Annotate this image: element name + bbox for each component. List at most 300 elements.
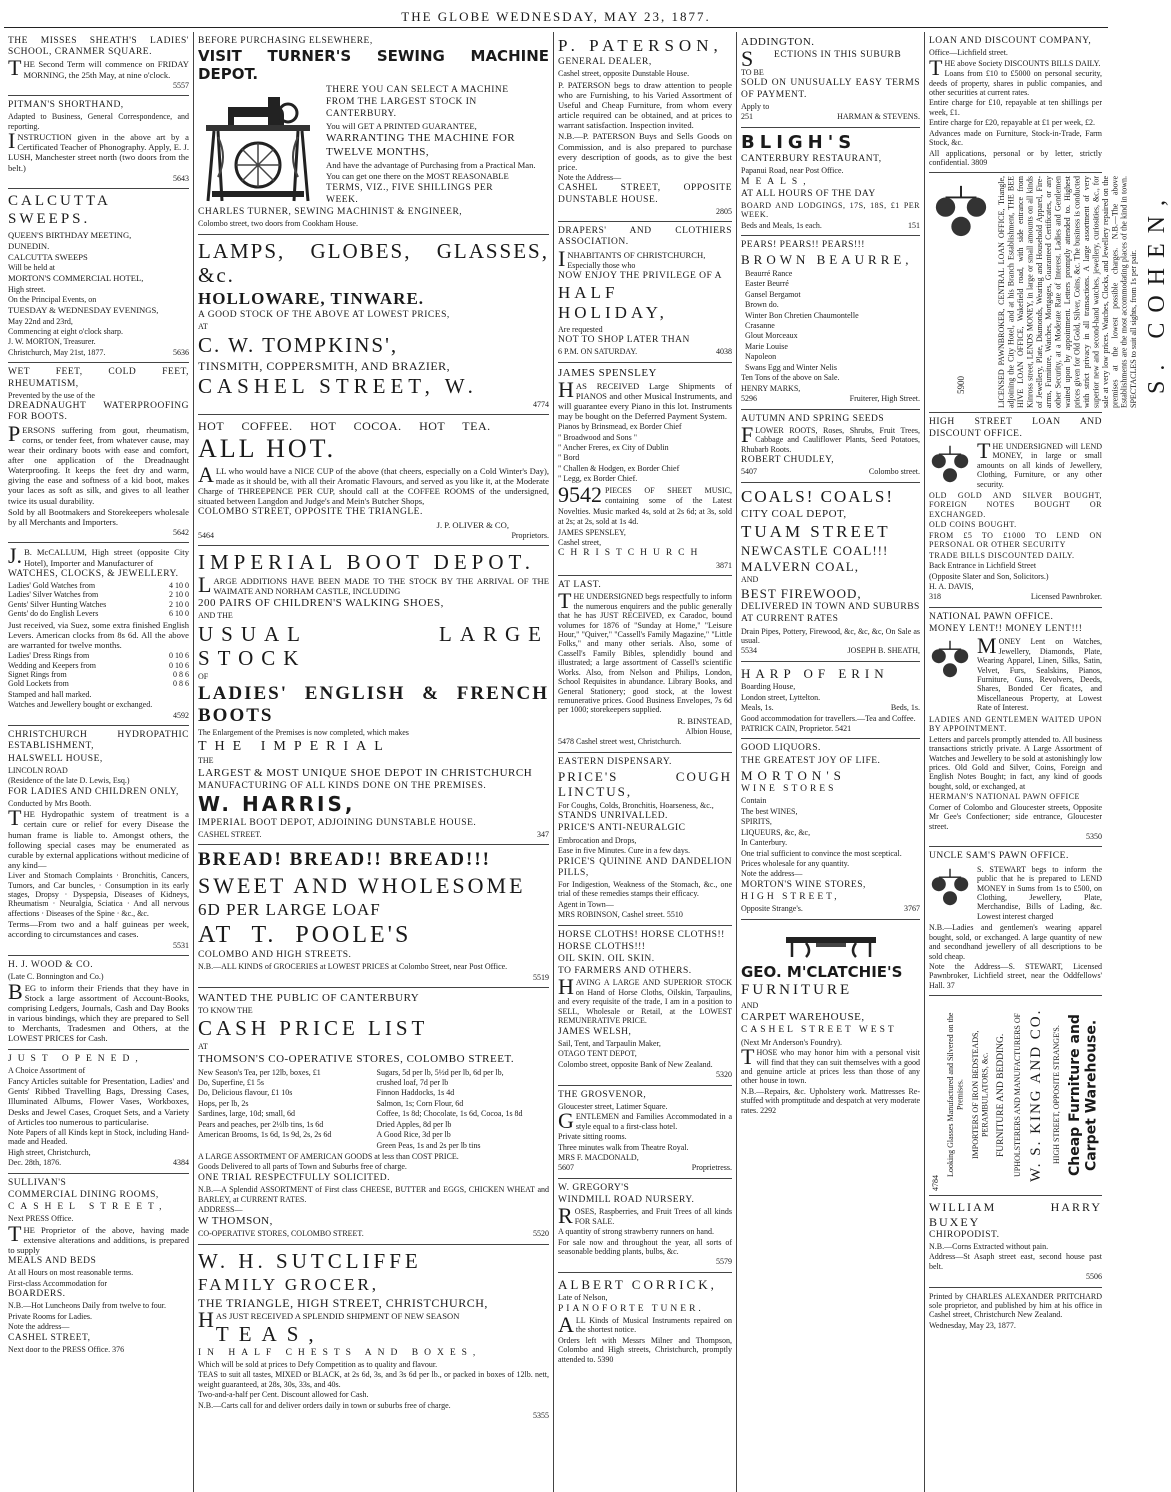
- price-item: Signet Rings from: [8, 669, 67, 679]
- ad-line: N.B.—Carts call for and deliver orders daily in town or suburbs free of charge.: [198, 1400, 451, 1410]
- ad-line: MALVERN COAL,: [741, 559, 859, 575]
- furniture-illustration: [746, 923, 916, 963]
- ad-line: Dec. 28th, 1876.: [8, 1158, 62, 1168]
- ad-line: CHARLES TURNER, SEWING MACHINIST & ENGINEER,: [198, 206, 463, 217]
- ad-line: And have the advantage of Purchasing from a Practical Man.: [326, 160, 536, 171]
- ad-line: LADIES AND GENTLEMEN WAITED UPON BY APPOINTMENT.: [929, 714, 1102, 734]
- price-list: [198, 1067, 549, 1152]
- price-list-item: Do, Delicious flavour, £1 10s: [198, 1088, 293, 1098]
- ad-king-rotated: [929, 996, 1102, 1196]
- ad-line: WINE STORES: [741, 784, 837, 795]
- ad-title: ALBERT CORRICK,: [558, 1276, 717, 1292]
- ad-line: MEALS AND BEDS: [8, 1256, 97, 1267]
- ad-title: WILLIAM HARRY BUXEY: [929, 1200, 1102, 1229]
- price-list-item: Sugars, 5d per lb, 5½d per lb, 6d per lb,: [376, 1067, 504, 1077]
- ad-pitman-shorthand: [8, 96, 189, 189]
- ad-line: Terms—From two and a half guineas per week, according to circumstances and cases.: [8, 919, 189, 940]
- ad-line: J. W. MORTON, Treasurer.: [8, 337, 96, 347]
- ad-number: 5636: [173, 347, 189, 357]
- ad-title: CASH PRICE LIST: [198, 1016, 429, 1041]
- ad-marks-pears: [741, 236, 920, 409]
- piano-list-item: Pianos by Brinsmead, ex Border Chief: [558, 422, 682, 432]
- ad-line: J. P. OLIVER & CO,: [436, 519, 509, 530]
- ad-line: A Choice Assortment of: [8, 1065, 86, 1075]
- price-value: 4 10 0: [169, 580, 189, 590]
- ad-body: LICENSED PAWNBROKER, CENTRAL LOAN OFFICE, Triangle, adjoining the City Hotel, and at his Branch Establishment, THE BEE HIVE LOAN OFFICE, Wakefield road, with side entrance from Kinross street, LENDS MONEY, in large or small amounts on all kinds of Jewellery, Plate, Diamonds, Wearing and Household Apparel, Fire-arms, Furniture, Watches, Mortgages, Guaranteed Certificates, or any other Security, at a Moderate Rate of Interest. Ladies and Gentlemen waited upon by appointment. Letters promptly attended to. Highest prices given for Old Gold, Silver, Coins, &c. The business is conducted with strict privacy in all transactions. A large assortment of very superior new and second-hand watches, jewellery, curiosities, &c., for sale at very low prices. Watches, Clocks, and Jewellery repaired on the premises at the lowest possible charges. N.B.—The above Establishments are the most accommodating places of the kind in town. SPECTACLES to suit all sights, from 1s per pair.: [997, 176, 1139, 409]
- drop-cap: T: [8, 1220, 22, 1246]
- ad-tompkins: [198, 235, 549, 415]
- ad-line: Watches and Jewellery bought or exchanged.: [8, 700, 153, 710]
- ad-line: Conducted by Mrs Booth.: [8, 798, 92, 808]
- ad-line: At all Hours on most reasonable terms.: [8, 1268, 134, 1278]
- ad-number: 5350: [1086, 832, 1102, 842]
- ad-line: Sold by all Bootmakers and Storekeepers wholesale by all Merchants and Importers.: [8, 506, 189, 527]
- ad-line: Note the address—: [8, 1322, 70, 1332]
- ad-body: LOWER ROOTS, Roses, Shrubs, Fruit Trees, Cabbage and Cauliflower Plants, Seed Potatoes, Rhubarb Roots.: [741, 425, 920, 454]
- ad-body: ERSONS suffering from gout, rheumatism, corns, or tender feet, from whatever cause, may wear their ordinary boots with ease and comfort, after one application of the Dreadnaught Waterproofing. It keeps the feet dry and warm, giving the ease and softness of a kid boot, makes your laces as soft as silk, and gives to all leather twice its usual durability.: [8, 424, 189, 506]
- ad-line: TUAM STREET: [741, 521, 891, 541]
- ad-line: AND THE: [198, 611, 233, 621]
- sewing-machine-illustration: [198, 87, 318, 205]
- ad-number: 5534: [741, 646, 757, 656]
- ad-line: NOT TO SHOP LATER THAN: [558, 334, 690, 345]
- ad-line: N.B.—A Splendid ASSORTMENT of First class CHEESE, BUTTER and EGGS, CHICKEN WHEAT and BARLEY, at CURRENT RATES.: [198, 1185, 549, 1204]
- ad-line: Meals, 1s.: [741, 703, 774, 713]
- ad-title: UNCLE SAM'S PAWN OFFICE.: [929, 851, 1069, 862]
- ad-line: CALCUTTA SWEEPS: [8, 251, 88, 262]
- ad-line: CASHEL STREET,: [8, 1202, 168, 1213]
- ad-title: THE GROSVENOR,: [558, 1089, 647, 1100]
- ad-line: CHRISTCHURCH: [558, 548, 704, 559]
- ad-line: CARPET WAREHOUSE,: [741, 1011, 865, 1024]
- ad-title: ALL HOT.: [198, 434, 337, 464]
- ad-title: S. COHEN,: [1143, 190, 1170, 395]
- ad-line: Letters and parcels promptly attended to. All business transactions strictly private. A Large Assortment of Watches and Jewellery to be sold at astonishingly low prices. Old Gold and Silver, Coins, Foreign and English Notes Bought; in fact, any kind of goods bought, sold, or exchanged, at: [929, 734, 1102, 791]
- ad-line: Next door to the PRESS Office.: [8, 1344, 111, 1354]
- ad-body: AS RECEIVED Large Shipments of PIANOS and other Musical Instruments, and will guarantee every Piano in this lot. Instruments may be bought on the Deferred Payment System.: [558, 380, 732, 421]
- drop-cap: H: [558, 376, 574, 402]
- column-3: [554, 32, 737, 1492]
- drop-cap: H: [198, 1306, 214, 1332]
- ad-line: MEALS,: [741, 176, 812, 187]
- price-table: [8, 581, 189, 619]
- ad-title: HORSE CLOTHS! HORSE CLOTHS!!: [558, 929, 725, 940]
- ad-line: For Coughs, Colds, Bronchitis, Hoarseness, &c.,: [558, 800, 714, 810]
- ad-line: Colombo street, opposite Bank of New Zealand.: [558, 1059, 713, 1069]
- ad-sutcliffe: [198, 1245, 549, 1426]
- ad-line: FROM THE LARGEST STOCK IN: [326, 96, 477, 107]
- ad-loan-discount: [929, 32, 1102, 173]
- pear-variety-item: Crasanne: [745, 321, 775, 330]
- ad-title: LAMPS, GLOBES, GLASSES, &c.: [198, 238, 549, 288]
- ad-body: HE above Society DISCOUNTS BILLS DAILY.: [944, 58, 1101, 68]
- ad-thomson-stores: [198, 988, 549, 1245]
- drop-cap: L: [198, 571, 212, 597]
- ad-line: JOSEPH B. SHEATH,: [847, 646, 920, 656]
- ad-line: Loans from £10 to £5000 on personal security, deeds of property, shares in public companies, and other securities at current rates.: [929, 69, 1102, 97]
- ad-body: HE Proprietor of the above, having made extensive alterations and additions, is prepared to supply: [8, 1224, 189, 1255]
- ad-number: 251: [741, 112, 753, 122]
- ad-number: 5519: [533, 972, 549, 982]
- ad-body: AS JUST RECEIVED A SPLENDID SHIPMENT OF NEW SEASON: [215, 1310, 460, 1321]
- ad-sheath-school: [8, 32, 189, 96]
- price-item: Gents' do do English Levers: [8, 609, 99, 619]
- ad-body: S. STEWART begs to inform the public that he is prepared to LEND MONEY in Sums from 1s to £500, on Clothing, Jewellery, Plate, Merchandise, Bills of Lading, &c. Lowest interest charged: [977, 864, 1102, 921]
- ad-line: JAMES WELSH,: [558, 1026, 632, 1037]
- piano-list-item: " Challen & Hodgen, ex Border Chief: [558, 463, 680, 473]
- ad-dispensary: [558, 753, 732, 926]
- ad-sheath-coal: [741, 483, 920, 662]
- ad-line: TINSMITH, COPPERSMITH, AND BRAZIER,: [198, 358, 451, 373]
- ad-line: (Next Mr Anderson's Foundry).: [741, 1037, 842, 1047]
- price-list-item: New Season's Tea, per 12lb, boxes, £1: [198, 1067, 321, 1077]
- price-list-right: [377, 1067, 550, 1152]
- ad-line: Corner of Colombo and Gloucester streets, Opposite Mr Gee's Confectioner; side entrance, Gloucester street.: [929, 802, 1102, 831]
- ad-title: CALCUTTA SWEEPS.: [8, 193, 111, 227]
- price-item: Ladies' Silver Watches from: [8, 590, 99, 600]
- ad-mclatchie: [741, 920, 920, 1120]
- ad-line: PRICE'S ANTI-NEURALGIC: [558, 823, 686, 834]
- ad-line: SPIRITS,: [741, 817, 772, 827]
- ad-title: W. H. SUTCLIFFE: [198, 1248, 422, 1273]
- ad-number: 5320: [716, 1070, 732, 1080]
- ad-line: LINCOLN ROAD: [8, 765, 68, 775]
- ad-line: Commencing at eight o'clock sharp.: [8, 327, 123, 337]
- ad-title: AT LAST.: [558, 580, 602, 591]
- imprint-text: Printed by CHARLES ALEXANDER PRITCHARD sole proprietor, and published by him at his office in Cashel street, Christchurch New Zealand.: [929, 1291, 1102, 1320]
- ad-line: For sale now and throughout the year, all sorts of seasonable bedding plants, bulbs, &c.: [558, 1237, 732, 1257]
- ad-number: 5642: [173, 528, 189, 537]
- ad-line: C. W. TOMPKINS',: [198, 332, 399, 357]
- ad-line: ONE TRIAL RESPECTFULLY SOLICITED.: [198, 1172, 390, 1183]
- ad-drapers: [558, 222, 732, 362]
- ad-number: 5607: [558, 1163, 574, 1173]
- ad-line: W. S. KING AND CO.: [1028, 1008, 1045, 1183]
- price-value: 0 10 6: [169, 651, 189, 661]
- price-value: 6 10 0: [169, 609, 189, 619]
- column-5: [925, 32, 1170, 1492]
- ad-line: THE GREATEST JOY OF LIFE.: [741, 755, 881, 766]
- ad-line: MORTON'S COMMERCIAL HOTEL,: [8, 273, 144, 284]
- drop-cap: T: [929, 54, 943, 80]
- ad-line: Sail, Tent, and Tarpaulin Maker,: [558, 1038, 661, 1048]
- ad-line: WEEK.: [326, 194, 359, 205]
- price-value: 2 10 0: [169, 590, 189, 600]
- piano-list-item: " Bord: [558, 453, 580, 463]
- ad-buxey: [929, 1196, 1102, 1287]
- ad-line: IN HALF CHESTS AND BOXES,: [198, 1347, 482, 1358]
- ad-line: IMPORTERS OF IRON BEDSTEADS, PERAMBULATORS, &c.: [970, 1031, 990, 1160]
- sheet-music-count: 9542: [558, 481, 602, 507]
- ad-line: Which will be sold at prices to Defy Competition as to quality and flavour.: [198, 1359, 438, 1369]
- drop-cap: A: [558, 1311, 574, 1337]
- ad-line: HOT COFFEE. HOT COCOA. HOT TEA.: [198, 418, 491, 433]
- drop-cap: T: [558, 588, 572, 614]
- drop-cap: B: [8, 978, 23, 1004]
- ad-title: IMPERIAL BOOT DEPOT.: [198, 550, 536, 575]
- ad-line: LARGEST & MOST UNIQUE SHOE DEPOT IN CHRISTCHURCH: [198, 766, 533, 779]
- ad-stewart-pawn: [929, 847, 1102, 996]
- ad-line: OTAGO TENT DEPOT,: [558, 1049, 637, 1059]
- price-list-item: Coffee, 1s 8d; Chocolate, 1s 6d, Cocoa, 1s 8d: [376, 1109, 523, 1119]
- ad-line: CO-OPERATIVE STORES, COLOMBO STREET.: [198, 1229, 364, 1239]
- ad-line: HOLLOWARE, TINWARE.: [198, 289, 425, 309]
- ad-oliver-coffee: [198, 415, 549, 546]
- ad-line: Looking Glasses Manufactured and Silvered on the Premises.: [945, 1013, 965, 1178]
- ad-morton-wines: [741, 739, 920, 919]
- ad-number: 5355: [533, 1411, 549, 1421]
- ad-spensley: [558, 363, 732, 576]
- price-item: Gold Lockets from: [8, 679, 69, 689]
- ad-number: 5557: [173, 80, 189, 90]
- ad-line: Entire charge for £20, repayable at £1 per week, £2.: [929, 118, 1096, 128]
- price-value: 0 8 6: [173, 669, 189, 679]
- piano-list-item: " Broadwood and Sons ": [558, 432, 637, 442]
- ad-body: LL Kinds of Musical Instruments repaired on the shortest notice.: [575, 1315, 732, 1335]
- pawn-balls-icon: [929, 636, 971, 682]
- price-value: 0 10 6: [169, 660, 189, 670]
- ad-body: ONEY Lent on Watches, Jewellery, Diamonds, Plate, Wearing Apparel, Linen, Silks, Satin, Velvet, Furs, Sealskins, Pianos, Furniture, Guns, Revolvers, Deeds, Shares, Bonded Cer ficates, and Miscellaneous Property, at Lowest Rate of Interest.: [977, 637, 1102, 713]
- ad-number: 5531: [173, 940, 189, 950]
- ad-line: Opposite Strange's.: [741, 904, 803, 914]
- ad-title: PITMAN'S SHORTHAND,: [8, 100, 124, 111]
- drop-cap: S: [741, 45, 754, 71]
- ad-line: THE IMPERIAL: [198, 738, 391, 754]
- ad-line: High street.: [8, 284, 46, 294]
- ad-harp-of-erin: [741, 662, 920, 740]
- price-row: [8, 661, 189, 670]
- ad-title: THE MISSES SHEATH'S LADIES' SCHOOL, CRANMER SQUARE.: [8, 36, 189, 58]
- ad-title: BLIGH'S: [741, 131, 857, 153]
- ad-cohen-rotated: [929, 173, 1170, 413]
- ad-line: N.B.—P. PATERSON Buys and Sells Goods on Commission, and is also prepared to purchase every description of goods, as to give the best price.: [558, 131, 732, 172]
- ad-line: Note Papers of all Kinds kept in Stock, including Hand-made and Headed.: [8, 1127, 189, 1147]
- ad-body: Fancy Articles suitable for Presentation, Ladies' and Gents' Ribbed Travelling Bags, Dressing Cases, Illuminated Albums, Flower Vases, Workboxes, Desks and Jewel Cases, Croquet Sets, and a Variety of Articles too numerous to particularise.: [8, 1076, 189, 1127]
- ad-number: 5421: [835, 723, 852, 733]
- ad-line: N.B.—Hot Luncheons Daily from twelve to four.: [8, 1301, 166, 1311]
- ad-line: N.B.—Ladies and gentlemen's wearing apparel bought, sold, or exchanged. A large quantity of new and secondhand jewellery of all descriptions to be sold cheap.: [929, 923, 1102, 961]
- ad-calcutta-sweeps: [8, 189, 189, 363]
- ad-line: STANDS UNRIVALLED.: [558, 811, 668, 822]
- ad-line: Contain: [741, 796, 767, 806]
- ad-number: 3809: [971, 158, 988, 168]
- ad-line: OIL SKIN. OIL SKIN.: [558, 954, 655, 965]
- ad-line: May 22nd and 23rd,: [8, 316, 73, 326]
- ad-body: ENTLEMEN and Families Accommodated in a style equal to a first-class hotel.: [575, 1112, 732, 1131]
- price-list-item: Dried Apples, 8d per lb: [376, 1119, 452, 1129]
- imprint: [929, 1288, 1102, 1336]
- ad-line: Note the Address—S. STEWART, Licensed Pawnbroker, Lichfield street, near the Oddfellows' Hall.: [929, 962, 1102, 990]
- ad-line: BEST FIREWOOD,: [741, 585, 862, 601]
- pear-varieties-list: [741, 269, 920, 372]
- price-list-item: Pears and peaches, per 2½lb tins, 1s 6d: [198, 1119, 324, 1129]
- ad-line: OF: [198, 672, 209, 682]
- ad-dreadnaught: [8, 363, 189, 543]
- ad-line: Stamped and hall marked.: [8, 689, 92, 699]
- ad-line: MRS F. MACDONALD,: [558, 1153, 639, 1162]
- ad-line: TO KNOW THE: [198, 1005, 253, 1015]
- pear-variety-item: Glout Morceaux: [745, 331, 798, 341]
- pawn-balls-icon: [929, 441, 971, 487]
- ad-line: BOARDERS.: [8, 1289, 66, 1300]
- ad-line: THOMSON'S CO-OPERATIVE STORES, COLOMBO STREET.: [198, 1052, 515, 1065]
- ad-title: AUTUMN AND SPRING SEEDS: [741, 413, 885, 424]
- ad-body: HE UNDERSIGNED will LEND MONEY, in large or small amounts on all kinds of Jewellery, Clothing, Furniture, or any other security.: [977, 441, 1102, 489]
- ad-line: DREADNAUGHT WATERPROOFING FOR BOOTS.: [8, 401, 189, 423]
- ad-title: W. GREGORY'S: [558, 1182, 630, 1193]
- drop-cap: T: [8, 55, 22, 81]
- ad-line: AT: [198, 322, 208, 332]
- drop-cap: P: [8, 420, 21, 446]
- ad-line: Office—Lichfield street.: [929, 48, 1008, 58]
- ad-title: BREAD! BREAD!! BREAD!!!: [198, 849, 491, 871]
- ad-line: The best WINES,: [741, 806, 798, 816]
- ad-line: You will GET A PRINTED GUARANTEE,: [326, 121, 477, 132]
- ad-line: Proprietress.: [691, 1163, 732, 1173]
- ad-title: GOOD LIQUORS.: [741, 743, 821, 754]
- price-row: [8, 670, 189, 679]
- ad-line: Note the Address—: [558, 172, 622, 182]
- ad-line: PRICE'S COUGH LINCTUS,: [558, 769, 732, 800]
- ad-line: PATRICK CAIN, Proprietor.: [741, 723, 834, 733]
- price-value: 2 10 0: [169, 599, 189, 609]
- ad-number: 5506: [1086, 1272, 1102, 1282]
- ad-line: HORSE CLOTHS!!!: [558, 941, 646, 952]
- ad-line: AT: [198, 1042, 208, 1052]
- pear-variety-item: Napoleon: [745, 352, 777, 362]
- drop-cap: G: [558, 1108, 574, 1134]
- ad-line: NEWCASTLE COAL!!!: [741, 542, 889, 558]
- ad-number: 5643: [173, 173, 189, 183]
- ad-line: Fruiterer, High Street.: [849, 394, 920, 404]
- ad-line: 200 PAIRS OF CHILDREN'S WALKING SHOES,: [198, 597, 444, 610]
- ad-line: H. A. DAVIS,: [929, 581, 974, 591]
- ad-number: 4784: [930, 1175, 940, 1192]
- ad-line: COLOMBO AND HIGH STREETS.: [198, 949, 352, 960]
- price-row: [8, 600, 189, 609]
- ad-line: Cashel street west, Christchurch.: [576, 737, 682, 747]
- price-item: Gents' Silver Hunting Watches: [8, 599, 107, 609]
- ad-line: NOW ENJOY THE PRIVILEGE OF A: [558, 271, 722, 282]
- ad-line: CASHEL STREET WEST: [741, 1025, 897, 1036]
- ad-line: LIQUEURS, &c, &c,: [741, 827, 811, 837]
- ad-line: DELIVERED IN TOWN AND SUBURBS: [741, 602, 920, 613]
- ad-line: FURNITURE AND BEDDING.: [995, 1033, 1006, 1157]
- ad-line: Boarding House,: [741, 682, 796, 692]
- ad-line: CASHEL STREET, OPPOSITE DUNSTABLE HOUSE.: [558, 183, 732, 205]
- ad-body: HE Hydropathic system of treatment is a certain cure or relief for every Disease the human frame is liable to. Amongst others, the following special cases may be enumerated as curable by external applications without medicine of any kind—: [8, 809, 189, 870]
- ad-title: NATIONAL PAWN OFFICE.: [929, 611, 1054, 622]
- ad-line: BEFORE PURCHASING ELSEWHERE,: [198, 36, 373, 46]
- ad-welsh: [558, 926, 732, 1086]
- ad-line: CHIROPODIST.: [929, 1229, 1000, 1240]
- ad-number: 4592: [173, 710, 189, 720]
- drop-cap: A: [198, 461, 214, 487]
- price-list-item: Sardines, large, 10d; small, 6d: [198, 1109, 295, 1119]
- ad-number: 3871: [716, 560, 732, 570]
- ad-line: DUNEDIN.: [8, 240, 50, 251]
- ad-line: MANUFACTURING OF ALL KINDS DONE ON THE PREMISES.: [198, 780, 487, 791]
- ad-number: 3767: [904, 904, 920, 914]
- ad-number: 376: [112, 1344, 125, 1354]
- ad-line: Papanui Road, near Post Office.: [741, 166, 844, 176]
- pawn-balls-group: [929, 176, 993, 408]
- ad-national-pawn: [929, 608, 1102, 848]
- ad-line: (Late C. Bonnington and Co.): [8, 972, 104, 982]
- ad-line: FURNITURE: [741, 982, 853, 999]
- ad-line: High street, Christchurch,: [8, 1147, 91, 1157]
- ad-paterson: [558, 32, 732, 222]
- pear-variety-item: Gansel Bergamot: [745, 289, 801, 299]
- price-list-item: Finnon Haddocks, 1s 4d: [376, 1088, 455, 1098]
- ad-number: 5579: [716, 1257, 732, 1267]
- ad-line: HIGH STREET,: [741, 892, 840, 903]
- price-list-item: crushed loaf, 7d per lb: [376, 1077, 449, 1087]
- ad-line: PIECES OF SHEET MUSIC, containing some of the Latest Novelties. Music marked 4s, sold at 2s 6d; at 3s, sold at 2s; at 2s, sold at 1s 4d.: [558, 485, 732, 527]
- ad-line: Drain Pipes, Pottery, Firewood, &c, &c, &c, On Sale as usual.: [741, 626, 920, 645]
- ad-davis: [929, 413, 1102, 607]
- ad-line: JAMES SPENSLEY,: [558, 527, 626, 537]
- ad-hydropathic: [8, 726, 189, 956]
- ad-body: HE Second Term will commence on FRIDAY MORNING, the 25th May, at nine o'clock.: [23, 59, 189, 80]
- ad-line: AT T. POOLE'S: [198, 921, 412, 948]
- ad-line: CANTERBURY RESTAURANT,: [741, 153, 882, 164]
- ad-number: 5478: [558, 737, 574, 747]
- ad-line: Apply to: [741, 101, 770, 111]
- ad-line: COMMERCIAL DINING ROOMS,: [8, 1189, 159, 1200]
- ad-poole-bread: [198, 845, 549, 988]
- drop-cap: H: [558, 974, 574, 1000]
- price-list-item: Salmon, 1s; Corn Flour, 6d: [376, 1098, 464, 1108]
- ad-title: HIGH STREET LOAN AND DISCOUNT OFFICE.: [929, 417, 1102, 439]
- ad-line: Beds and Meals, 1s each.: [741, 220, 822, 230]
- ad-line: HARMAN & STEVENS.: [837, 112, 920, 122]
- drop-cap: J.: [8, 543, 23, 569]
- ad-title: GEO. M'CLATCHIE'S: [741, 962, 903, 981]
- ad-line: W. HARRIS,: [198, 791, 356, 816]
- ad-line: One trial sufficient to convince the most sceptical.: [741, 848, 902, 858]
- ad-line: FROM £5 TO £1000 TO LEND ON PERSONAL OR OTHER SECURITY: [929, 530, 1102, 550]
- ad-line: 6D PER LARGE LOAF: [198, 899, 381, 919]
- ad-line: Prices wholesale for any quantity.: [741, 858, 850, 868]
- ad-line: Gloucester street, Latimer Square.: [558, 1101, 668, 1111]
- ad-line: WARRANTING THE MACHINE FOR: [326, 132, 516, 145]
- ad-line: FOR LADIES AND CHILDREN ONLY,: [8, 786, 179, 797]
- ad-number: 5464: [198, 530, 214, 540]
- ad-line: TUESDAY & WEDNESDAY EVENINGS,: [8, 305, 159, 316]
- price-list-item: Hops, per lb, 2s: [198, 1098, 249, 1108]
- price-list-item: American Brooms, 1s 6d, 1s 9d, 2s, 2s 6d: [198, 1130, 332, 1140]
- ad-sullivan: [8, 1174, 189, 1360]
- pawn-balls-icon: [929, 864, 971, 910]
- ad-line: Colombo street.: [868, 467, 920, 477]
- ad-line: Will be held at: [8, 263, 55, 272]
- ad-body: LL who would have a NICE CUP of the above (that cheers, especially on a Cold Winter's Day), made as it should be, with all their Aromatic Flavours, and served as you like it, at the Moderate Charge of THREEPENCE PER CUP, should call at the COFFEE ROOMS of the undersigned, situated between Langdon and Judge's and Mein's Butcher Shops,: [198, 465, 549, 507]
- ad-number: 2292: [760, 1105, 777, 1115]
- ad-gregory: [558, 1179, 732, 1273]
- ad-line: Licensed Pawnbroker.: [1030, 592, 1102, 602]
- ad-title: VISIT TURNER'S SEWING MACHINE DEPOT.: [198, 47, 549, 83]
- imprint-date: Wednesday, May 23, 1877.: [929, 1320, 1016, 1330]
- ad-body: EG to inform their Friends that they have in Stock a large assortment of Account-Books, comprising Ledgers, Journals, Cash and Day Books in various bindings, which they are prepared to Sell to Merchants, Tradesmen and Others, at the LOWEST PRICES for Cash.: [8, 982, 189, 1044]
- ad-line: Especially those who: [567, 260, 636, 270]
- ad-line: MORTON'S WINE STORES,: [741, 879, 866, 890]
- ad-line: Two-and-a-half per Cent. Discount allowed for Cash.: [198, 1390, 369, 1400]
- ad-line: UPHOLSTERERS AND MANUFACTURERS OF: [1012, 1013, 1022, 1178]
- ad-line: First-class Accommodation for: [8, 1278, 108, 1288]
- ad-line: Ease in five Minutes. Cure in a few days.: [558, 846, 690, 856]
- ad-line: LADIES' ENGLISH & FRENCH BOOTS: [198, 682, 549, 726]
